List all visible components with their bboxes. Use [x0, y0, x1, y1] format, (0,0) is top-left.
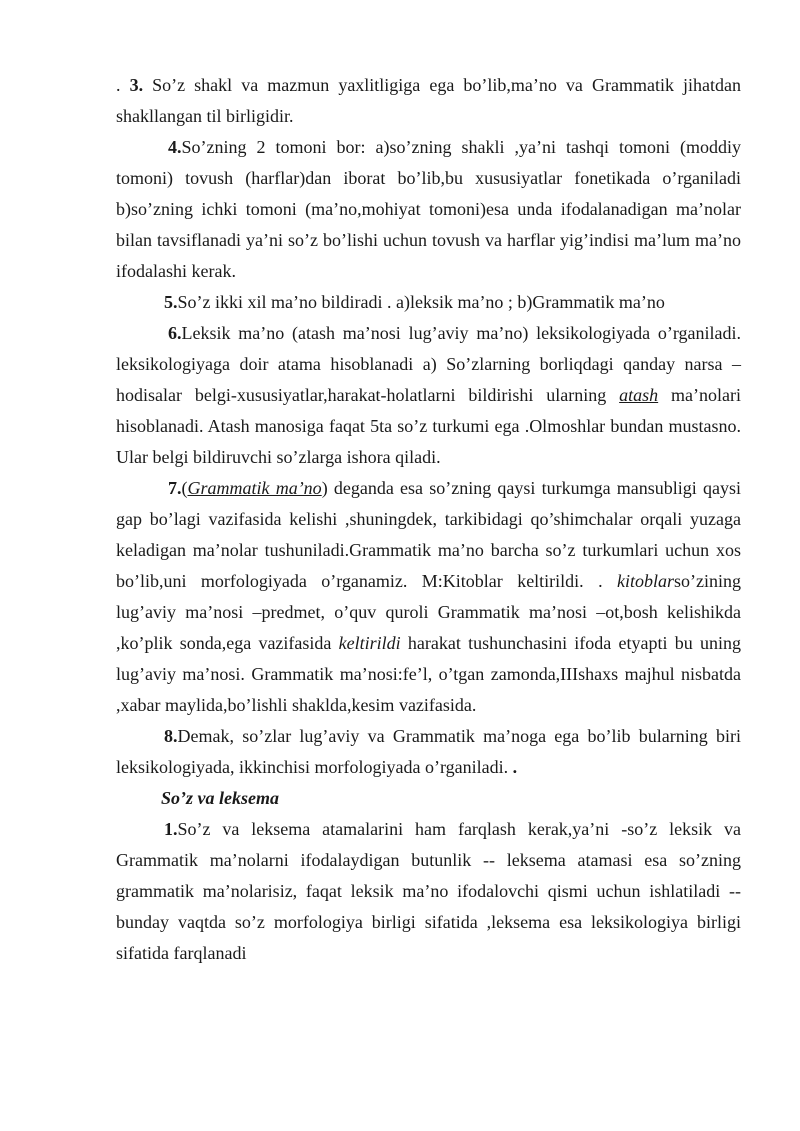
- paragraph-text: So’zning 2 tomoni bor: a)so’zning shakli ,ya’ni tashqi tomoni (moddiy tomoni) tovush (harflar)dan iborat bo’lib,bu xususiyatlar fonetikada o’rganiladi b)so’zning ichki tomoni (ma’no,mohiyat tomoni)esa unda ifodalanadigan ma’nolar bilan tavsiflanadi ya’ni so’z bo’lishi uchun tovush va harflar yig’indisi ma’lum ma’no ifodalashi kerak.: [116, 137, 741, 281]
- paragraph-6: [116, 318, 741, 473]
- paragraph-text: deganda esa so’zning qaysi turkumga mansubligi qaysi gap bo’lagi vazifasida kelishi ,shuningdek, tarkibidagi qo’shimchalar orqali yuzaga keladigan ma’nolar tushuniladi.Grammatik ma’no barcha so’z turkumlari uchun xos bo’lib,uni morfologiyada o’rganamiz. M:Kitoblar keltirildi. .: [116, 478, 741, 591]
- paragraph-text: So’z va leksema atamalarini ham farqlash kerak,ya’ni -so’z leksik va Grammatik ma’nolarni ifodalaydigan butunlik -- leksema atamasi esa so’zning grammatik ma’nolarisiz, faqat leksik ma’no ifodalovchi qismi uchun ishlatiladi -- bunday vaqtda so’z morfologiya birligi sifatida ,leksema esa leksikologiya birligi sifatida farqlanadi: [116, 819, 741, 963]
- term-grammatik-mano: Grammatik ma’no: [187, 478, 322, 498]
- term-keltirildi: keltirildi: [338, 633, 401, 653]
- paragraph-number: 7.: [168, 478, 182, 498]
- paragraph-number: 5.: [164, 292, 178, 312]
- paragraph-number: 6.: [168, 323, 182, 343]
- open-paren: (: [181, 478, 188, 498]
- paragraph-number: 1.: [164, 819, 178, 839]
- paragraph-3: [116, 70, 741, 132]
- term-atash: atash: [619, 385, 659, 405]
- paragraph-prefix: .: [116, 75, 130, 95]
- paragraph-text: so’zining lug’aviy ma’nosi –predmet, o’quv quroli Grammatik ma’nosi –ot,bosh kelishikda ,ko’plik sonda,ega vazifasida: [116, 571, 741, 653]
- paragraph-1: [116, 814, 741, 969]
- paragraph-text: So’z shakl va mazmun yaxlitligiga ega bo’lib,ma’no va Grammatik jihatdan shakllangan til birligidir.: [116, 75, 741, 126]
- paragraph-tail: .: [512, 757, 518, 777]
- paragraph-4: [116, 132, 741, 287]
- paragraph-text: ma’nolari hisoblanadi. Atash manosiga faqat 5ta so’z turkumi ega .Olmoshlar bundan mustasno. Ular belgi bildiruvchi so’zlarga ishora qiladi.: [116, 385, 741, 467]
- section-heading: So’z va leksema: [161, 788, 279, 808]
- paragraph-number: 3.: [129, 75, 144, 95]
- paragraph-text: So’z ikki xil ma’no bildiradi . a)leksik ma’no ; b)Grammatik ma’no: [177, 292, 665, 312]
- paragraph-text: harakat tushunchasini ifoda etyapti bu uning lug’aviy ma’nosi. Grammatik ma’nosi:fe’l, o’tgan zamonda,IIIshaxs majhul nisbatda ,xabar maylida,bo’lishli shaklda,kesim vazifasida.: [116, 633, 741, 715]
- close-paren: ): [321, 478, 328, 498]
- term-kitoblar: kitoblar: [617, 571, 674, 591]
- paragraph-7: [116, 473, 741, 721]
- document-page: [116, 70, 741, 969]
- paragraph-text: Leksik ma’no (atash ma’nosi lug’aviy ma’no) leksikologiyada o’rganiladi. leksikologiyaga doir atama hisoblanadi a) So’zlarning borliqdagi qanday narsa – hodisalar belgi-xususiyatlar,harakat-holatlarni bildirishi ularning: [116, 323, 741, 405]
- paragraph-5: [116, 287, 741, 318]
- paragraph-number: 4.: [168, 137, 182, 157]
- paragraph-text: Demak, so’zlar lug’aviy va Grammatik ma’noga ega bo’lib bularning biri leksikologiyada, ikkinchisi morfologiyada o’rganiladi.: [116, 726, 741, 777]
- paragraph-number: 8.: [164, 726, 178, 746]
- paragraph-8: [116, 721, 741, 783]
